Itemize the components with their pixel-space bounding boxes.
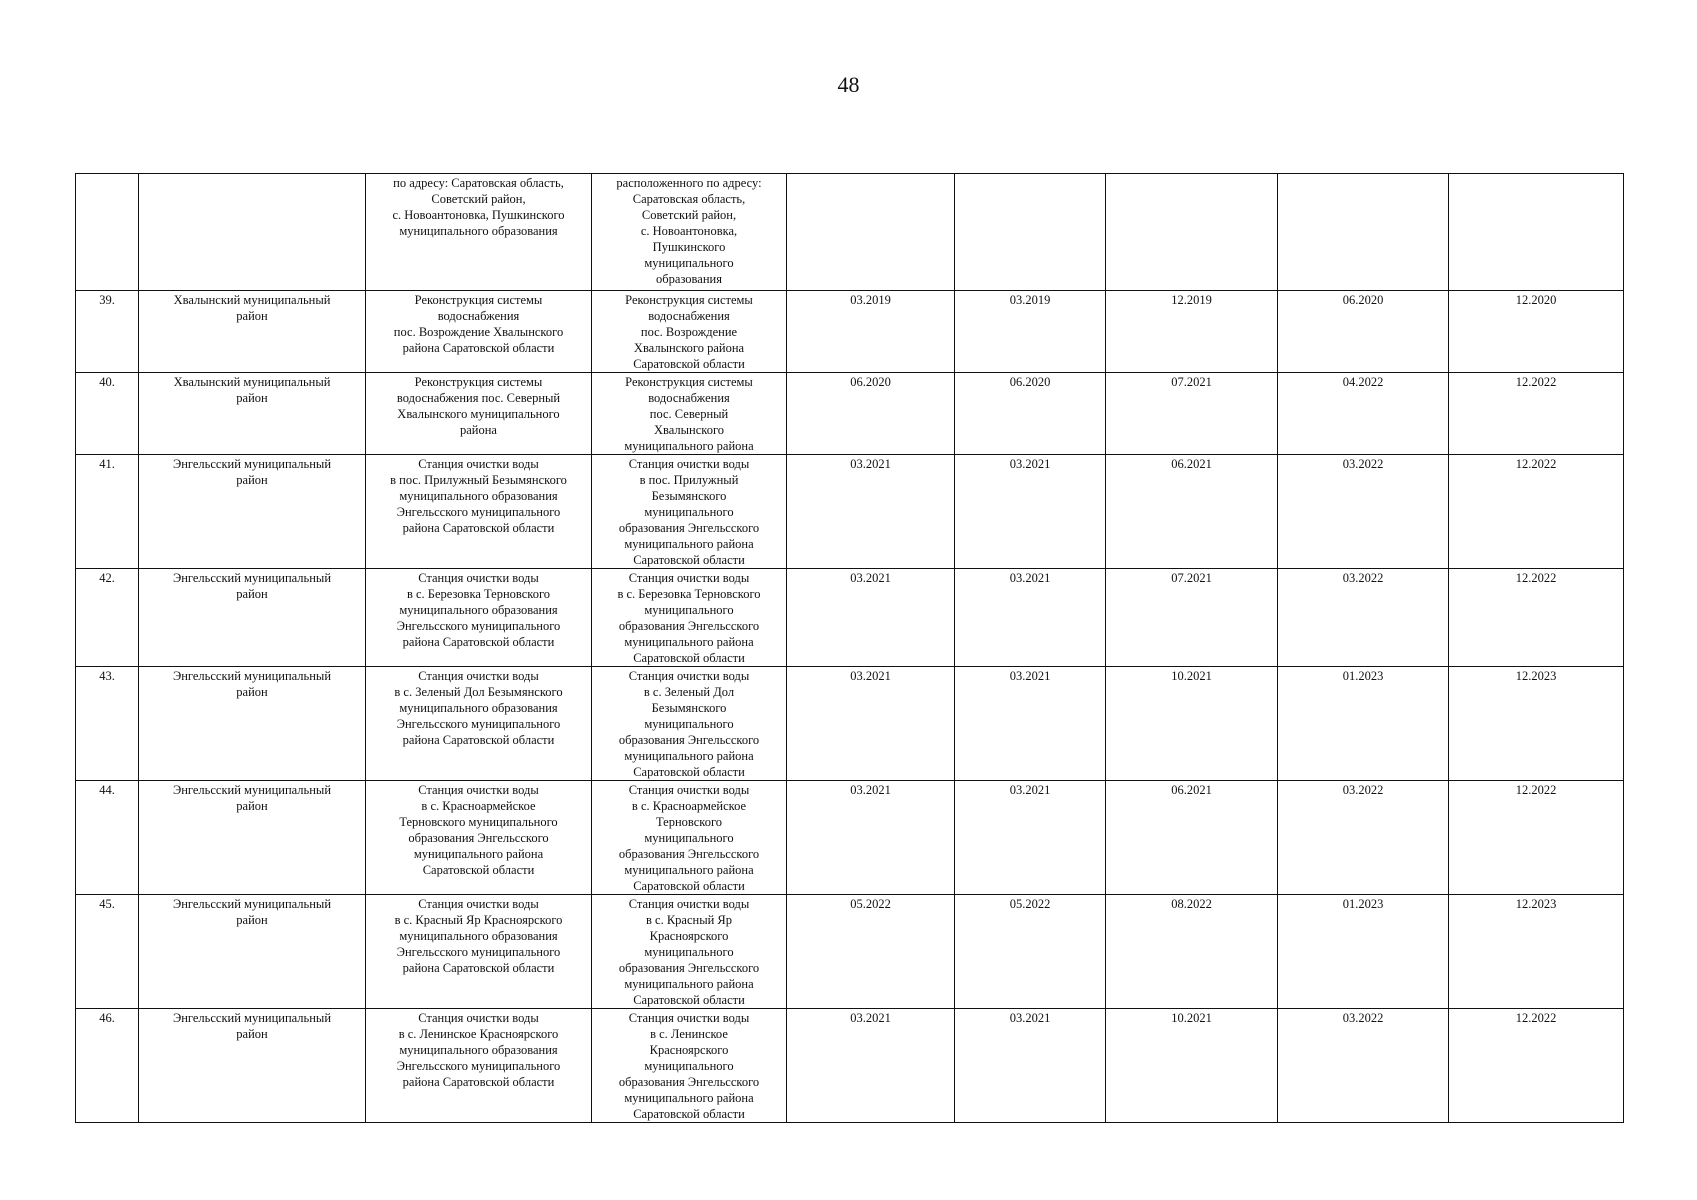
date-cell: 06.2020 <box>955 373 1106 455</box>
row-number: 43. <box>76 667 139 781</box>
row-number: 46. <box>76 1009 139 1123</box>
object-cell: Станция очистки воды в с. Красноармейское Терновского муниципального образования Энгельсского муниципального района Саратовской области <box>366 781 592 895</box>
date-cell: 06.2021 <box>1106 455 1278 569</box>
date-cell: 03.2021 <box>787 1009 955 1123</box>
table-row <box>76 895 1624 1009</box>
date-cell: 01.2023 <box>1278 667 1449 781</box>
date-cell: 05.2022 <box>955 895 1106 1009</box>
facility-cell: Станция очистки воды в с. Зеленый Дол Безымянского муниципального образования Энгельсского муниципального района Саратовской области <box>592 667 787 781</box>
date-cell <box>787 174 955 291</box>
date-cell: 12.2023 <box>1449 895 1624 1009</box>
date-cell: 03.2021 <box>955 455 1106 569</box>
facility-cell: расположенного по адресу: Саратовская область, Советский район, с. Новоантоновка, Пушкинского муниципального образования <box>592 174 787 291</box>
district-cell: Хвалынский муниципальный район <box>139 373 366 455</box>
row-number: 39. <box>76 291 139 373</box>
table-row <box>76 1009 1624 1123</box>
date-cell: 12.2022 <box>1449 1009 1624 1123</box>
date-cell: 03.2021 <box>955 667 1106 781</box>
date-cell: 03.2021 <box>787 455 955 569</box>
table-row <box>76 781 1624 895</box>
table-row <box>76 569 1624 667</box>
date-cell: 03.2021 <box>955 1009 1106 1123</box>
table-row <box>76 373 1624 455</box>
table-row <box>76 667 1624 781</box>
district-cell: Хвалынский муниципальный район <box>139 291 366 373</box>
row-number: 40. <box>76 373 139 455</box>
date-cell: 10.2021 <box>1106 667 1278 781</box>
date-cell: 03.2019 <box>787 291 955 373</box>
table-row <box>76 291 1624 373</box>
object-cell: Станция очистки воды в с. Березовка Терновского муниципального образования Энгельсского муниципального района Саратовской области <box>366 569 592 667</box>
row-number: 44. <box>76 781 139 895</box>
facility-cell: Станция очистки воды в с. Ленинское Красноярского муниципального образования Энгельсского муниципального района Саратовской области <box>592 1009 787 1123</box>
date-cell: 12.2019 <box>1106 291 1278 373</box>
object-cell: Станция очистки воды в с. Зеленый Дол Безымянского муниципального образования Энгельсского муниципального района Саратовской области <box>366 667 592 781</box>
date-cell: 05.2022 <box>787 895 955 1009</box>
district-cell <box>139 174 366 291</box>
date-cell: 03.2021 <box>955 569 1106 667</box>
page-number: 48 <box>837 72 860 97</box>
date-cell: 12.2023 <box>1449 667 1624 781</box>
object-cell: Реконструкция системы водоснабжения пос. Возрождение Хвалынского района Саратовской области <box>366 291 592 373</box>
facility-cell: Станция очистки воды в с. Красноармейское Терновского муниципального образования Энгельсского муниципального района Саратовской области <box>592 781 787 895</box>
schedule-table <box>75 173 1624 1123</box>
object-cell: Станция очистки воды в с. Ленинское Красноярского муниципального образования Энгельсского муниципального района Саратовской области <box>366 1009 592 1123</box>
row-number: 42. <box>76 569 139 667</box>
date-cell: 03.2022 <box>1278 569 1449 667</box>
date-cell: 07.2021 <box>1106 373 1278 455</box>
district-cell: Энгельсский муниципальный район <box>139 895 366 1009</box>
date-cell: 07.2021 <box>1106 569 1278 667</box>
row-number <box>76 174 139 291</box>
date-cell: 03.2022 <box>1278 781 1449 895</box>
facility-cell: Реконструкция системы водоснабжения пос. Северный Хвалынского муниципального района <box>592 373 787 455</box>
facility-cell: Станция очистки воды в с. Березовка Терновского муниципального образования Энгельсского муниципального района Саратовской области <box>592 569 787 667</box>
date-cell: 12.2022 <box>1449 569 1624 667</box>
date-cell: 12.2022 <box>1449 373 1624 455</box>
table-row <box>76 174 1624 291</box>
date-cell: 03.2021 <box>787 667 955 781</box>
facility-cell: Станция очистки воды в пос. Прилужный Безымянского муниципального образования Энгельсского муниципального района Саратовской области <box>592 455 787 569</box>
date-cell: 12.2022 <box>1449 455 1624 569</box>
district-cell: Энгельсский муниципальный район <box>139 781 366 895</box>
district-cell: Энгельсский муниципальный район <box>139 569 366 667</box>
date-cell: 01.2023 <box>1278 895 1449 1009</box>
date-cell: 03.2022 <box>1278 1009 1449 1123</box>
date-cell: 03.2022 <box>1278 455 1449 569</box>
object-cell: Реконструкция системы водоснабжения пос. Северный Хвалынского муниципального района <box>366 373 592 455</box>
date-cell: 06.2021 <box>1106 781 1278 895</box>
object-cell: по адресу: Саратовская область, Советский район, с. Новоантоновка, Пушкинского муниципального образования <box>366 174 592 291</box>
date-cell: 03.2021 <box>787 781 955 895</box>
date-cell <box>1278 174 1449 291</box>
date-cell: 12.2020 <box>1449 291 1624 373</box>
district-cell: Энгельсский муниципальный район <box>139 455 366 569</box>
facility-cell: Станция очистки воды в с. Красный Яр Красноярского муниципального образования Энгельсского муниципального района Саратовской области <box>592 895 787 1009</box>
district-cell: Энгельсский муниципальный район <box>139 1009 366 1123</box>
date-cell: 04.2022 <box>1278 373 1449 455</box>
row-number: 45. <box>76 895 139 1009</box>
date-cell: 03.2021 <box>955 781 1106 895</box>
date-cell: 03.2019 <box>955 291 1106 373</box>
date-cell: 10.2021 <box>1106 1009 1278 1123</box>
table-row <box>76 455 1624 569</box>
object-cell: Станция очистки воды в с. Красный Яр Красноярского муниципального образования Энгельсского муниципального района Саратовской области <box>366 895 592 1009</box>
date-cell: 08.2022 <box>1106 895 1278 1009</box>
date-cell: 03.2021 <box>787 569 955 667</box>
date-cell <box>1106 174 1278 291</box>
row-number: 41. <box>76 455 139 569</box>
facility-cell: Реконструкция системы водоснабжения пос. Возрождение Хвалынского района Саратовской области <box>592 291 787 373</box>
district-cell: Энгельсский муниципальный район <box>139 667 366 781</box>
object-cell: Станция очистки воды в пос. Прилужный Безымянского муниципального образования Энгельсского муниципального района Саратовской области <box>366 455 592 569</box>
date-cell: 12.2022 <box>1449 781 1624 895</box>
date-cell <box>1449 174 1624 291</box>
date-cell <box>955 174 1106 291</box>
date-cell: 06.2020 <box>1278 291 1449 373</box>
date-cell: 06.2020 <box>787 373 955 455</box>
